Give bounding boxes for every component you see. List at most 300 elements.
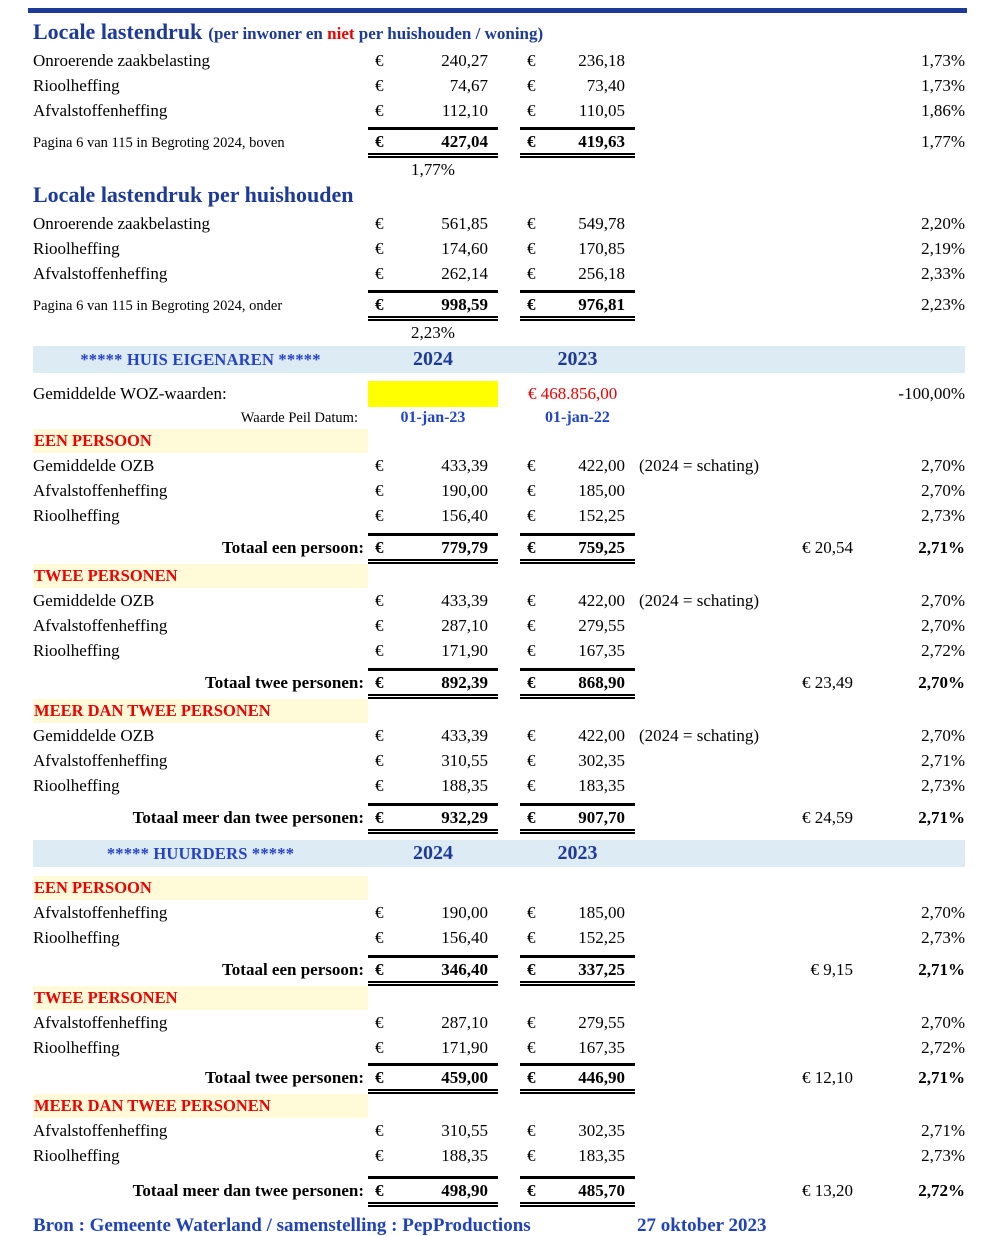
amount-value: 419,63 [578,132,625,151]
row-label: Rioolheffing [33,1038,120,1057]
amount-2024 [368,236,498,261]
amount-value: 190,00 [441,481,488,500]
amount-value: 310,55 [441,1121,488,1140]
amount-2023 [520,1010,635,1035]
euro-sign: € [375,214,384,233]
pct-change: 2,73% [921,928,965,947]
difference-amount: € 9,15 [810,960,853,979]
total-amount-2024 [368,127,498,158]
page-title [33,16,965,46]
title-main: Locale lastendruk [33,19,203,44]
amount-value: 152,25 [578,928,625,947]
pct-change: 2,70% [921,903,965,922]
top-rule [28,8,967,13]
euro-sign: € [527,1146,536,1165]
pct-change: 2,71% [921,1121,965,1140]
pct-below-row [33,160,965,180]
pct-change: 2,72% [921,641,965,660]
peil-date-2023: 01-jan-22 [545,409,610,426]
title-sub [208,24,543,43]
title-sub-suffix: per huishouden / woning) [354,24,544,43]
table-row [33,73,965,98]
amount-value: 337,25 [578,960,625,979]
amount-value: 422,00 [578,456,625,475]
euro-sign: € [375,481,384,500]
euro-sign: € [375,751,384,770]
euro-sign: € [375,506,384,525]
amount-value: 112,10 [441,101,488,120]
row-label: Afvalstoffenheffing [33,616,168,635]
euro-sign: € [527,239,536,258]
total-row-label: Totaal meer dan twee personen: [132,1181,364,1200]
source-credit: Bron : Gemeente Waterland / samenstelling : PepProductions [33,1215,531,1236]
total-amount-2024 [368,803,498,834]
difference-amount: € 23,49 [802,673,853,692]
amount-value: 433,39 [441,726,488,745]
euro-sign: € [527,673,536,692]
group-header: MEER DAN TWEE PERSONEN [33,699,368,723]
pct-change: 2,70% [921,481,965,500]
amount-2023 [520,73,635,98]
difference-amount: € 12,10 [802,1068,853,1087]
section-band-owners [33,346,965,373]
euro-sign: € [375,903,384,922]
amount-2024 [368,453,498,478]
amount-value: 183,35 [578,1146,625,1165]
total-amount-2024 [368,290,498,321]
euro-sign: € [375,1038,384,1057]
amount-2024 [368,503,498,528]
title-sub-prefix: (per inwoner en [208,24,328,43]
euro-sign: € [375,1181,384,1200]
amount-value: 188,35 [441,776,488,795]
euro-sign: € [375,928,384,947]
total-amount-2023 [520,803,635,834]
amount-value: 422,00 [578,726,625,745]
row-label: Rioolheffing [33,239,120,258]
amount-value: 459,00 [441,1068,488,1087]
euro-sign: € [527,264,536,283]
amount-2024 [368,1118,498,1143]
table-row [33,503,965,528]
total-amount-2023 [520,127,635,158]
amount-value: 976,81 [578,295,625,314]
amount-2024 [368,73,498,98]
total-row-label: Totaal twee personen: [205,1068,364,1087]
amount-value: 907,70 [578,808,625,827]
amount-value: 185,00 [578,903,625,922]
euro-sign: € [527,506,536,525]
amount-2023 [520,1035,635,1060]
amount-2024 [368,1010,498,1035]
euro-sign: € [527,538,536,557]
euro-sign: € [527,1121,536,1140]
total-amount-2023 [520,533,635,564]
difference-amount: € 20,54 [802,538,853,557]
peil-datum-row [33,407,965,429]
amount-value: 485,70 [578,1181,625,1200]
document-date: 27 oktober 2023 [637,1215,767,1236]
euro-sign: € [375,101,384,120]
year-header-2024: 2024 [413,348,453,370]
total-row [33,290,965,321]
year-header-2023: 2023 [557,348,598,370]
euro-sign: € [527,1038,536,1057]
euro-sign: € [375,456,384,475]
total-amount-2023 [520,1063,635,1094]
total-amount-2024 [368,533,498,564]
row-label: Afvalstoffenheffing [33,481,168,500]
amount-value: 287,10 [441,1013,488,1032]
total-row [33,955,965,986]
amount-value: 74,67 [449,76,488,95]
amount-value: 174,60 [441,239,488,258]
amount-2023 [520,478,635,503]
section-title: Locale lastendruk per huishouden [33,182,354,207]
row-label: Rioolheffing [33,776,120,795]
amount-value: 73,40 [586,76,625,95]
group-header: MEER DAN TWEE PERSONEN [33,1094,368,1118]
pct-change: 2,72% [921,1038,965,1057]
row-label: Rioolheffing [33,506,120,525]
estimate-note: (2024 = schating) [639,456,760,475]
amount-2023 [520,503,635,528]
amount-2024 [368,48,498,73]
pct-change: 2,73% [921,1146,965,1165]
row-label: Rioolheffing [33,641,120,660]
row-label: Afvalstoffenheffing [33,264,168,283]
amount-value: 156,40 [441,928,488,947]
amount-2024 [368,261,498,286]
table-row [33,1143,965,1168]
amount-value: 346,40 [441,960,488,979]
pct-change: 2,70% [921,726,965,745]
total-amount-2023 [520,955,635,986]
euro-sign: € [375,808,384,827]
pct-change: 1,86% [921,101,965,120]
amount-value: 498,90 [441,1181,488,1200]
euro-sign: € [527,1068,536,1087]
table-row [33,613,965,638]
euro-sign: € [527,776,536,795]
euro-sign: € [527,456,536,475]
amount-value: 167,35 [578,1038,625,1057]
row-label: Onroerende zaakbelasting [33,214,210,233]
group-header: EEN PERSOON [33,876,368,900]
difference-amount: € 24,59 [802,808,853,827]
euro-sign: € [527,751,536,770]
amount-2024 [368,211,498,236]
amount-value: 892,39 [441,673,488,692]
row-label: Gemiddelde OZB [33,726,155,745]
amount-2024 [368,588,498,613]
euro-sign: € [375,51,384,70]
amount-2024 [368,1035,498,1060]
amount-2023 [520,773,635,798]
amount-2024 [368,613,498,638]
title-sub-red-word: niet [327,24,355,43]
total-row [33,803,965,834]
pct-change: 2,20% [921,214,965,233]
amount-value: 759,25 [578,538,625,557]
highlighted-empty-cell [368,381,498,407]
total-amount-2023 [520,1176,635,1207]
amount-value: 433,39 [441,591,488,610]
row-label: Afvalstoffenheffing [33,1013,168,1032]
row-label: Gemiddelde OZB [33,591,155,610]
euro-sign: € [527,616,536,635]
table-row [33,925,965,950]
pct-change: 2,23% [921,295,965,314]
table-row [33,900,965,925]
total-amount-2024 [368,955,498,986]
amount-2023 [520,261,635,286]
total-amount-2023 [520,668,635,699]
amount-value: 236,18 [578,51,625,70]
table-row [33,1035,965,1060]
group-header: EEN PERSOON [33,429,368,453]
euro-sign: € [527,903,536,922]
amount-2023 [520,1143,635,1168]
amount-value: 310,55 [441,751,488,770]
table-row [33,98,965,123]
euro-sign: € [527,726,536,745]
woz-label: Gemiddelde WOZ-waarden: [33,383,227,403]
woz-row [33,380,965,407]
euro-sign: € [375,239,384,258]
euro-sign: € [527,928,536,947]
row-label: Afvalstoffenheffing [33,903,168,922]
amount-value: 185,00 [578,481,625,500]
amount-2024 [368,638,498,663]
euro-sign: € [375,960,384,979]
total-row-label: Pagina 6 van 115 in Begroting 2024, boven [33,135,285,151]
euro-sign: € [375,673,384,692]
row-label: Rioolheffing [33,1146,120,1165]
section-band-renters [33,840,965,867]
total-amount-2024 [368,1176,498,1207]
amount-value: 279,55 [578,616,625,635]
amount-value: 561,85 [441,214,488,233]
euro-sign: € [527,76,536,95]
amount-value: 183,35 [578,776,625,795]
total-row-label: Pagina 6 van 115 in Begroting 2024, onder [33,298,283,314]
amount-value: 779,79 [441,538,488,557]
pct-change: 2,73% [921,506,965,525]
total-row-label: Totaal twee personen: [205,673,364,692]
year-header-2024: 2024 [413,842,453,864]
total-row-label: Totaal meer dan twee personen: [132,808,364,827]
euro-sign: € [375,591,384,610]
pct-change: 2,71% [918,538,965,557]
amount-2023 [520,211,635,236]
euro-sign: € [375,76,384,95]
table-row [33,1010,965,1035]
amount-value: 167,35 [578,641,625,660]
amount-2023 [520,48,635,73]
euro-sign: € [375,776,384,795]
amount-value: 302,35 [578,751,625,770]
total-row [33,668,965,699]
euro-sign: € [375,726,384,745]
amount-2023 [520,453,635,478]
amount-value: 433,39 [441,456,488,475]
amount-value: 190,00 [441,903,488,922]
estimate-note: (2024 = schating) [639,726,760,745]
amount-value: 171,90 [441,641,488,660]
euro-sign: € [527,808,536,827]
amount-2023 [520,638,635,663]
euro-sign: € [527,51,536,70]
amount-2024 [368,925,498,950]
amount-2023 [520,236,635,261]
amount-2024 [368,478,498,503]
amount-value: 256,18 [578,264,625,283]
row-label: Afvalstoffenheffing [33,751,168,770]
euro-sign: € [375,1068,384,1087]
euro-sign: € [527,1013,536,1032]
amount-2024 [368,900,498,925]
table-row [33,211,965,236]
amount-value: 422,00 [578,591,625,610]
pct-change: 2,70% [921,591,965,610]
table-row [33,478,965,503]
amount-2023 [520,613,635,638]
pct-change: 2,71% [918,960,965,979]
amount-value: 287,10 [441,616,488,635]
pct-change: 1,73% [921,76,965,95]
euro-sign: € [375,538,384,557]
euro-sign: € [375,132,384,151]
amount-2023 [520,98,635,123]
euro-sign: € [375,641,384,660]
year-header-2023: 2023 [557,842,598,864]
amount-value: 156,40 [441,506,488,525]
table-row [33,723,965,748]
table-row [33,453,965,478]
pct-change: -100,00% [898,383,965,403]
pct-change: 2,72% [918,1181,965,1200]
euro-sign: € [527,1181,536,1200]
amount-2024 [368,723,498,748]
pct-change: 2,71% [918,1068,965,1087]
pct-change: 1,77% [921,132,965,151]
euro-sign: € [527,132,536,151]
woz-value-2023: € 468.856,00 [528,383,618,403]
amount-value: 427,04 [441,132,488,151]
amount-value: 152,25 [578,506,625,525]
total-row [33,127,965,158]
euro-sign: € [527,214,536,233]
euro-sign: € [375,616,384,635]
amount-value: 998,59 [441,295,488,314]
amount-2023 [520,723,635,748]
total-row-label: Totaal een persoon: [222,960,364,979]
amount-2023 [520,900,635,925]
amount-value: 170,85 [578,239,625,258]
euro-sign: € [375,264,384,283]
euro-sign: € [527,295,536,314]
amount-value: 302,35 [578,1121,625,1140]
euro-sign: € [527,641,536,660]
pct-change: 2,70% [921,456,965,475]
amount-value: 262,14 [441,264,488,283]
amount-value: 188,35 [441,1146,488,1165]
amount-value: 932,29 [441,808,488,827]
pct-change: 2,73% [921,776,965,795]
pct-change: 2,70% [921,616,965,635]
row-label: Onroerende zaakbelasting [33,51,210,70]
table-row [33,748,965,773]
amount-2024 [368,1143,498,1168]
estimate-note: (2024 = schating) [639,591,760,610]
peil-date-2024: 01-jan-23 [400,409,466,426]
pct-below-row [33,323,965,343]
euro-sign: € [375,1146,384,1165]
amount-value: 240,27 [441,51,488,70]
table-row [33,773,965,798]
total-row [33,1063,965,1094]
amount-2024 [368,773,498,798]
pct-change: 2,19% [921,239,965,258]
pct-change: 2,71% [921,751,965,770]
pct-change: 2,70% [921,1013,965,1032]
amount-value: 549,78 [578,214,625,233]
total-amount-2024 [368,1063,498,1094]
pct-change: 2,71% [918,808,965,827]
row-label: Gemiddelde OZB [33,456,155,475]
amount-2023 [520,925,635,950]
group-header: TWEE PERSONEN [33,986,368,1010]
euro-sign: € [375,295,384,314]
total-amount-2024 [368,668,498,699]
table-row [33,236,965,261]
table-row [33,1118,965,1143]
table-row [33,261,965,286]
page [0,8,990,1236]
amount-2023 [520,588,635,613]
euro-sign: € [375,1013,384,1032]
pct-below-value: 2,23% [411,323,455,342]
total-row [33,533,965,564]
row-label: Afvalstoffenheffing [33,1121,168,1140]
euro-sign: € [527,960,536,979]
group-header: TWEE PERSONEN [33,564,368,588]
total-amount-2023 [520,290,635,321]
euro-sign: € [527,591,536,610]
pct-change: 2,70% [918,673,965,692]
table-row [33,638,965,663]
euro-sign: € [527,101,536,120]
row-label: Afvalstoffenheffing [33,101,168,120]
amount-value: 110,05 [578,101,625,120]
amount-value: 868,90 [578,673,625,692]
amount-value: 171,90 [441,1038,488,1057]
amount-2024 [368,98,498,123]
difference-amount: € 13,20 [802,1181,853,1200]
total-row [33,1176,965,1207]
band-title: ***** HUIS EIGENAREN ***** [80,350,321,369]
row-label: Rioolheffing [33,928,120,947]
amount-2023 [520,1118,635,1143]
amount-value: 279,55 [578,1013,625,1032]
pct-below-value: 1,77% [411,160,455,179]
row-label: Rioolheffing [33,76,120,95]
band-title: ***** HUURDERS ***** [106,844,295,863]
peil-label: Waarde Peil Datum: [240,410,358,426]
amount-value: 446,90 [578,1068,625,1087]
euro-sign: € [527,481,536,500]
